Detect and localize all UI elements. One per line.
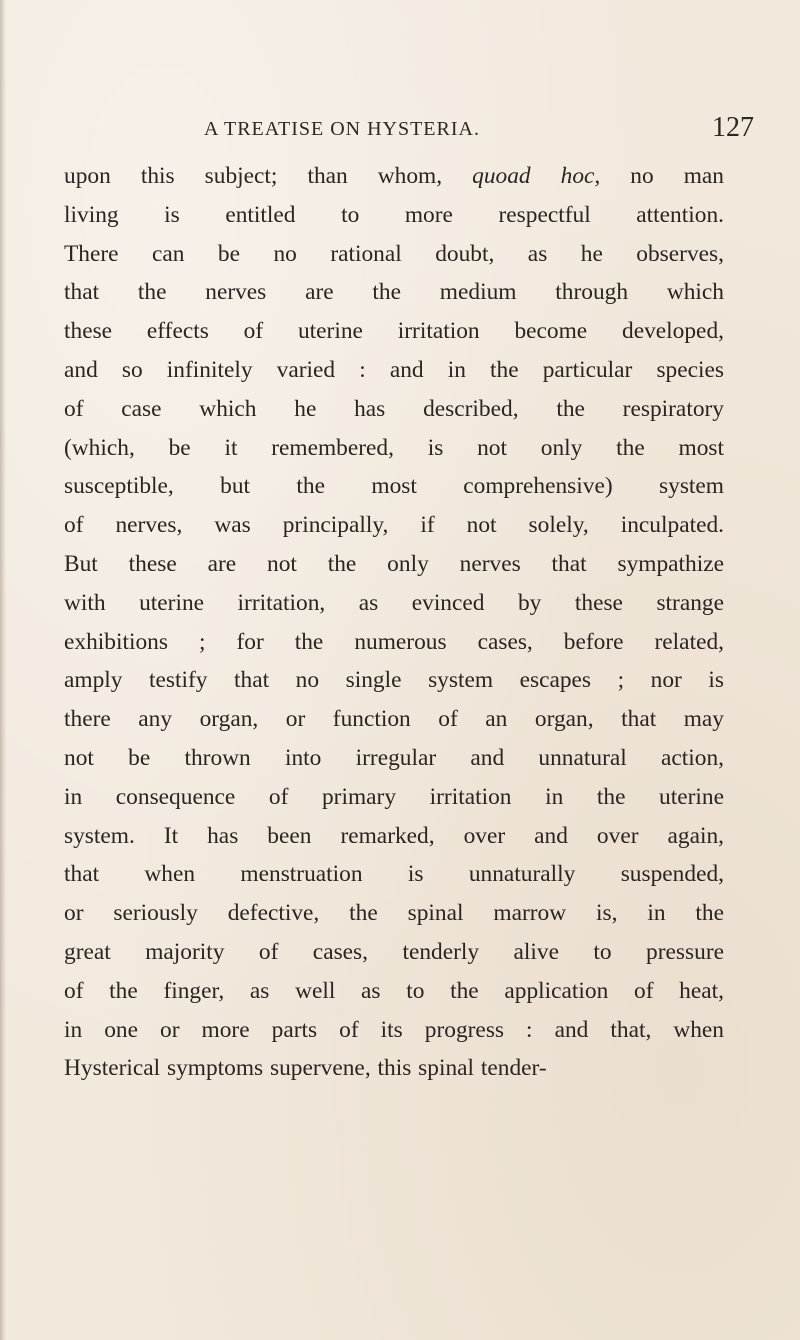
text-line-segment: no man [600, 163, 725, 189]
text-line-segment: upon this subject; than whom, [64, 163, 473, 189]
text-line-segment: living is entitled to more respectful attention. [64, 201, 724, 228]
text-line-segment: system. It has been remarked, over and over again, [64, 822, 724, 849]
text-line [64, 312, 724, 351]
text-line-segment: there any organ, or function of an organ, that may [64, 706, 724, 733]
text-line-segment: or seriously defective, the spinal marrow is, in the [64, 900, 724, 927]
text-line [64, 700, 724, 739]
text-line [64, 390, 724, 429]
text-line-segment: of nerves, was principally, if not solely, inculpated. [64, 512, 724, 539]
text-line [64, 157, 724, 196]
italic-phrase: quoad hoc, [472, 163, 601, 189]
text-line [64, 467, 724, 506]
text-line [64, 894, 724, 933]
running-title: A TREATISE ON HYSTERIA. [204, 118, 480, 140]
text-line [64, 1011, 724, 1050]
page-number: 127 [712, 112, 754, 143]
text-line [64, 739, 724, 778]
page-edge-shadow [0, 0, 6, 1340]
text-line-segment: susceptible, but the most comprehensive) system [64, 473, 724, 500]
text-line [64, 623, 724, 662]
text-line [64, 778, 724, 817]
text-line [64, 351, 724, 390]
text-line-segment: that when menstruation is unnaturally suspended, [64, 861, 724, 888]
text-line [64, 429, 724, 468]
text-line-segment: and so infinitely varied : and in the particular species [64, 356, 724, 383]
text-line [64, 196, 724, 235]
text-line-segment: There can be no rational doubt, as he observes, [64, 240, 724, 267]
text-line [64, 235, 724, 274]
text-line [64, 661, 724, 700]
text-line-segment: in one or more parts of its progress : and that, when [64, 1016, 724, 1043]
text-line [64, 817, 724, 856]
text-line [64, 972, 724, 1011]
text-line-segment: with uterine irritation, as evinced by these strange [64, 589, 724, 616]
text-line-segment: of the finger, as well as to the application of heat, [64, 977, 724, 1004]
text-line-segment: But these are not the only nerves that sympathize [64, 550, 724, 577]
text-line [64, 855, 724, 894]
text-line [64, 545, 724, 584]
text-line-segment: that the nerves are the medium through which [64, 279, 724, 306]
text-line-segment: in consequence of primary irritation in the uterine [64, 783, 724, 810]
body-text [64, 157, 724, 1088]
text-line [64, 506, 724, 545]
text-line [64, 1049, 688, 1088]
text-line-segment: great majority of cases, tenderly alive to pressure [64, 938, 724, 965]
text-line [64, 584, 724, 623]
text-line [64, 933, 724, 972]
text-line-segment: these effects of uterine irritation become developed, [64, 318, 724, 345]
text-line-segment: exhibitions ; for the numerous cases, before related, [64, 628, 724, 655]
text-line [64, 273, 724, 312]
text-line-segment: Hysterical symptoms supervene, this spinal tender- [64, 1055, 547, 1082]
text-line-segment: not be thrown into irregular and unnatural action, [64, 744, 724, 771]
text-line-segment: amply testify that no single system escapes ; nor is [64, 667, 724, 694]
running-head [204, 112, 754, 152]
text-line-segment: (which, be it remembered, is not only the most [64, 434, 724, 461]
text-line-segment: of case which he has described, the respiratory [64, 395, 724, 422]
